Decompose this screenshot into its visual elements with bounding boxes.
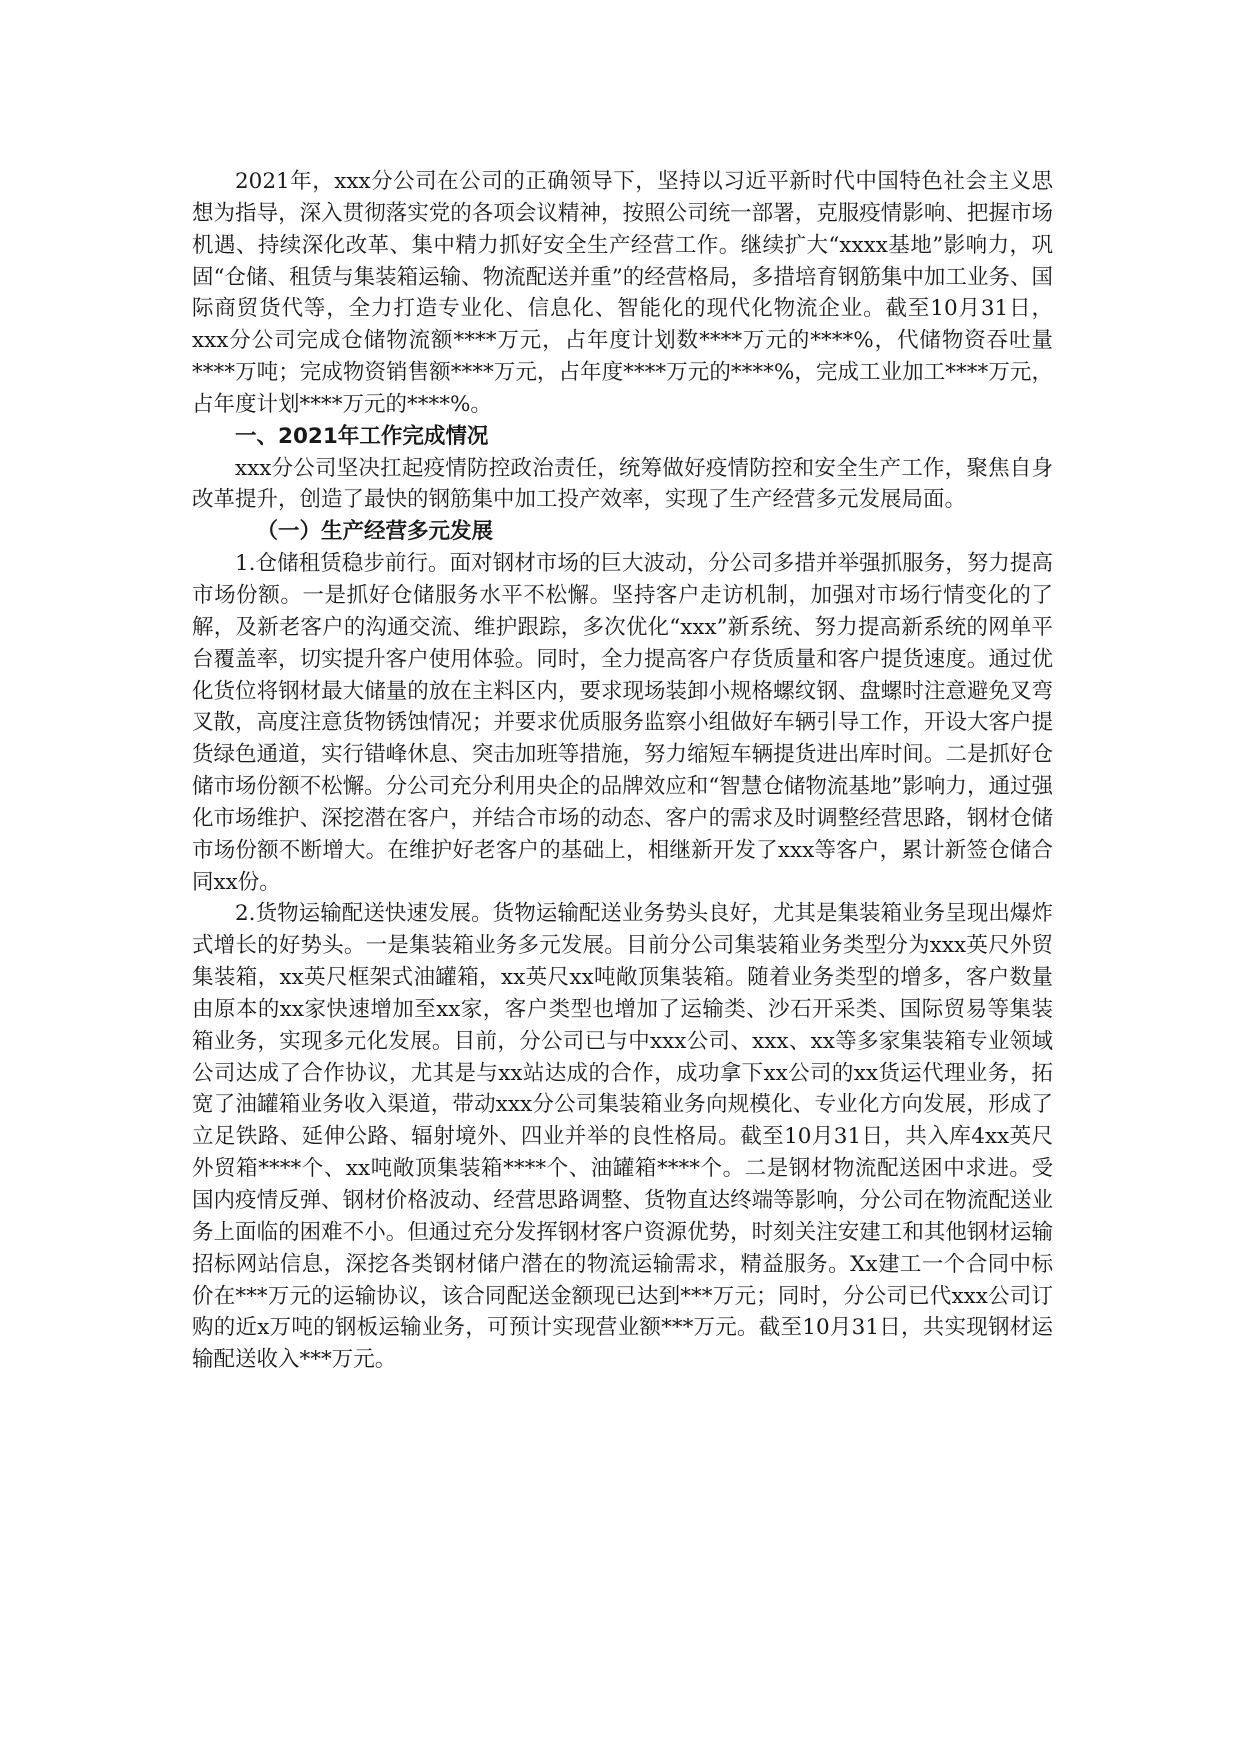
transport-paragraph: 2.货物运输配送快速发展。货物运输配送业务势头良好，尤其是集装箱业务呈现出爆炸式增长的好势头。一是集装箱业务多元发展。目前分公司集装箱业务类型分为xxx英尺外贸集装箱，xx英尺框架式油罐箱，xx英尺xx吨敞顶集装箱。随着业务类型的增多，客户数量由原本的xx家快速增加至xx家，客户类型也增加了运输类、沙石开采类、国际贸易等集装箱业务，实现多元化发展。目前，分公司已与中xxx公司、xxx、xx等多家集装箱专业领域公司达成了合作协议，尤其是与xx站达成的合作，成功拿下xx公司的xx货运代理业务，拓宽了油罐箱业务收入渠道，带动xxx分公司集装箱业务向规模化、专业化方向发展，形成了立足铁路、延伸公路、辐射境外、四业并举的良性格局。截至10月31日，共入库4xx英尺外贸箱****个、xx吨敞顶集装箱****个、油罐箱****个。二是钢材物流配送困中求进。受国内疫情反弹、钢材价格波动、经营思路调整、货物直达终端等影响，分公司在物流配送业务上面临的困难不小。但通过充分发挥钢材客户资源优势，时刻关注安建工和其他钢材运输招标网站信息，深挖各类钢材储户潜在的物流运输需求，精益服务。Xx建工一个合同中标价在***万元的运输协议，该合同配送金额现已达到***万元；同时，分公司已代xxx公司订购的近x万吨的钢板运输业务，可预计实现营业额***万元。截至10月31日，共实现钢材运输配送收入***万元。: [192, 901, 1053, 1373]
intro-paragraph: 2021年，xxx分公司在公司的正确领导下，坚持以习近平新时代中国特色社会主义思想为指导，深入贯彻落实党的各项会议精神，按照公司统一部署，克服疫情影响、把握市场机遇、持续深化改革、集中精力抓好安全生产经营工作。继续扩大“xxxx基地”影响力，巩固“仓储、租赁与集装箱运输、物流配送并重”的经营格局，多措培育钢筋集中加工业务、国际商贸货代等，全力打造专业化、信息化、智能化的现代化物流企业。截至10月31日，xxx分公司完成仓储物流额****万元，占年度计划数****万元的****%，代储物资吞吐量****万吨；完成物资销售额****万元，占年度****万元的****%，完成工业加工****万元，占年度计划****万元的****%。: [192, 169, 1053, 417]
section-heading: 一、2021年工作完成情况: [235, 423, 489, 449]
subsection-heading: （一）生产经营多元发展: [256, 519, 494, 545]
section-paragraph: xxx分公司坚决扛起疫情防控政治责任，统筹做好疫情防控和安全生产工作，聚焦自身改革提升，创造了最快的钢筋集中加工投产效率，实现了生产经营多元发展局面。: [192, 455, 1053, 513]
warehouse-paragraph: 1.仓储租赁稳步前行。面对钢材市场的巨大波动，分公司多措并举强抓服务，努力提高市场份额。一是抓好仓储服务水平不松懈。坚持客户走访机制，加强对市场行情变化的了解，及新老客户的沟通交流、维护跟踪，多次优化“xxx”新系统、努力提高新系统的网单平台覆盖率，切实提升客户使用体验。同时，全力提高客户存货质量和客户提货速度。通过优化货位将钢材最大储量的放在主料区内，要求现场装卸小规格螺纹钢、盘螺时注意避免叉弯叉散，高度注意货物锈蚀情况；并要求优质服务监察小组做好车辆引导工作，开设大客户提货绿色通道，实行错峰休息、突击加班等措施，努力缩短车辆提货进出库时间。二是抓好仓储市场份额不松懈。分公司充分利用央企的品牌效应和“智慧仓储物流基地”影响力，通过强化市场维护、深挖潜在客户，并结合市场的动态、客户的需求及时调整经营思路，钢材仓储市场份额不断增大。在维护好老客户的基础上，相继新开发了xxx等客户，累计新签仓储合同xx份。: [192, 551, 1053, 895]
document-page: [192, 166, 1053, 1376]
